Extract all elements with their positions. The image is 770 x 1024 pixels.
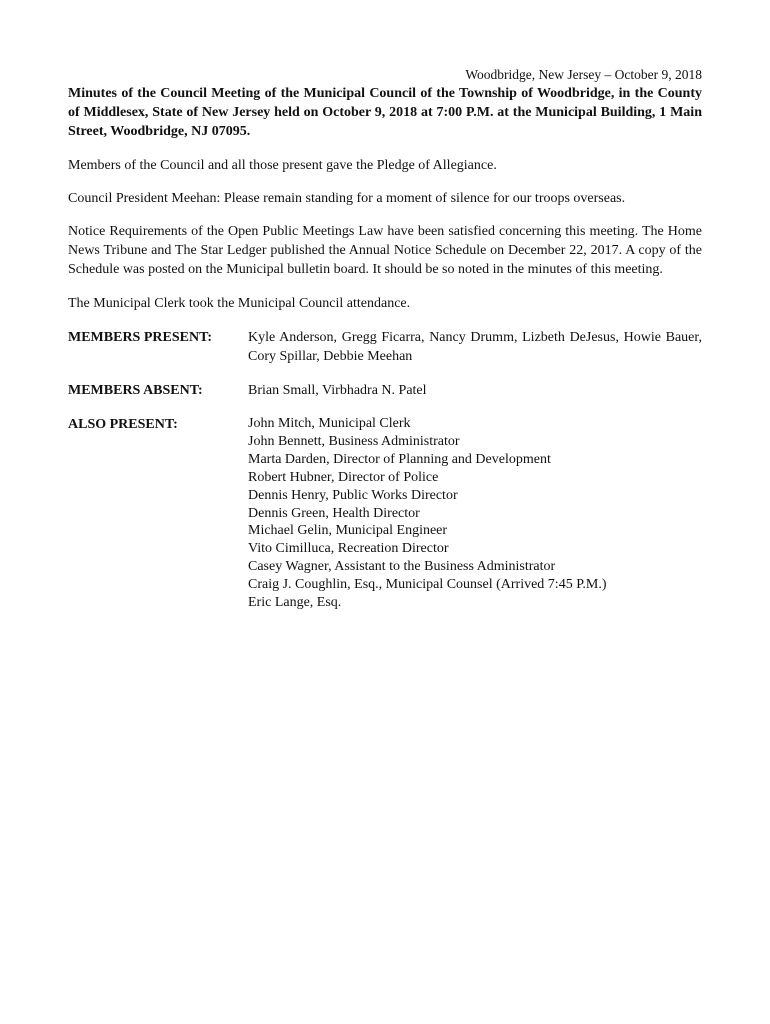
also-present-row bbox=[68, 415, 702, 612]
members-absent-row bbox=[68, 381, 702, 400]
also-present-item: Vito Cimilluca, Recreation Director bbox=[248, 541, 449, 557]
also-present-item: Dennis Henry, Public Works Director bbox=[248, 487, 458, 503]
members-present-row bbox=[68, 328, 702, 366]
members-absent-value: Brian Small, Virbhadra N. Patel bbox=[248, 383, 427, 398]
pledge-paragraph: Members of the Council and all those present gave the Pledge of Allegiance. bbox=[68, 158, 497, 173]
attendance-paragraph: The Municipal Clerk took the Municipal Council attendance. bbox=[68, 296, 411, 311]
also-present-list bbox=[248, 415, 702, 612]
members-absent-label: MEMBERS ABSENT: bbox=[68, 383, 203, 398]
minutes-title: Minutes of the Council Meeting of the Municipal Council of the Township of Woodbridge, in the County of Middlesex, State of New Jersey held on October 9, 2018 at 7:00 P.M. at the Municipal Building, 1 Main Street, Woodbridge, NJ 07095. bbox=[68, 86, 702, 139]
also-present-item: Craig J. Coughlin, Esq., Municipal Counsel (Arrived 7:45 P.M.) bbox=[248, 577, 607, 593]
also-present-label: ALSO PRESENT: bbox=[68, 417, 178, 432]
also-present-item: Robert Hubner, Director of Police bbox=[248, 469, 439, 485]
also-present-item: Michael Gelin, Municipal Engineer bbox=[248, 523, 448, 539]
members-present-label: MEMBERS PRESENT: bbox=[68, 330, 213, 345]
members-present-value: Kyle Anderson, Gregg Ficarra, Nancy Drumm, Lizbeth DeJesus, Howie Bauer, Cory Spillar, Debbie Meehan bbox=[248, 330, 702, 364]
also-present-item: Casey Wagner, Assistant to the Business Administrator bbox=[248, 559, 556, 575]
also-present-item: Dennis Green, Health Director bbox=[248, 505, 420, 521]
also-present-item: John Mitch, Municipal Clerk bbox=[248, 416, 411, 431]
notice-requirements-paragraph: Notice Requirements of the Open Public Meetings Law have been satisfied concerning this meeting. The Home News Tribune and The Star Ledger published the Annual Notice Schedule on December 22, 2017. A copy of the Schedule was posted on the Municipal bulletin board. It should be so noted in the minutes of this meeting. bbox=[68, 224, 702, 277]
also-present-item: Marta Darden, Director of Planning and Development bbox=[248, 451, 551, 467]
moment-of-silence-paragraph: Council President Meehan: Please remain standing for a moment of silence for our troops overseas. bbox=[68, 191, 626, 206]
minutes-page bbox=[68, 66, 702, 612]
also-present-item: Eric Lange, Esq. bbox=[248, 595, 342, 611]
also-present-item: John Bennett, Business Administrator bbox=[248, 433, 460, 449]
dateline: Woodbridge, New Jersey – October 9, 2018 bbox=[465, 67, 702, 82]
